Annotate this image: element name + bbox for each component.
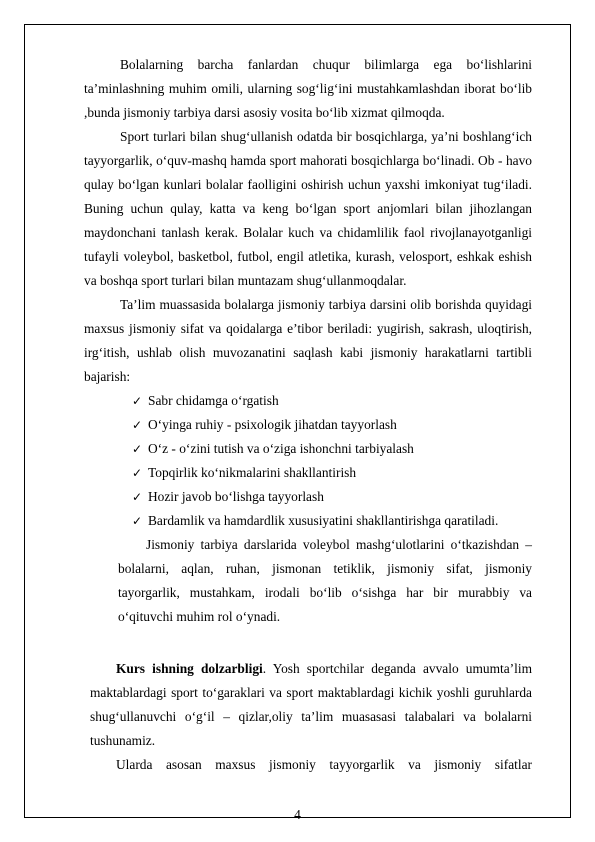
- document-body-lower: [90, 657, 532, 777]
- indented-block: [118, 533, 532, 629]
- list-item: ✓ Sabr chidamga o‘rgatish: [132, 389, 532, 413]
- paragraph-3: Ta’lim muassasida bolalarga jismoniy tarbiya darsini olib borishda quyidagi maxsus jismoniy sifat va qoidalarga e’tibor beriladi: yugirish, sakrash, uloqtirish, irg‘itish, ushlab olish muvozanatini saqlash kabi jismoniy harakatlarni tartibli bajarish:: [84, 297, 532, 384]
- check-icon: ✓: [132, 394, 143, 408]
- paragraph-2: Sport turlari bilan shug‘ullanish odatda bir bosqichlarga, ya’ni boshlang‘ich tayyorgarlik, o‘quv-mashq hamda sport mahorati bosqichlarga bo‘linadi. Ob - havo qulay bo‘lgan kunlari bolalar faolligini oshirish uchun yaxshi imkoniyat tug‘iladi. Buning uchun qulay, katta va keng bo‘lgan sport anjomlari bilan jihozlangan maydonchani tanlash kerak. Bolalar kuch va chidamlilik faol rivojlanayotganligi tufayli voleybol, basketbol, futbol, engil atletika, kurash, velosport, eshkak eshish va boshqa sport turlari bilan muntazam shug‘ullanmoqdalar.: [84, 129, 532, 288]
- document-body: [84, 53, 532, 629]
- paragraph-6: Ularda asosan maxsus jismoniy tayyorgarlik va jismoniy sifatlar: [116, 757, 532, 772]
- list-item: ✓ Topqirlik ko‘nikmalarini shakllantirish: [132, 461, 532, 485]
- check-icon: ✓: [132, 442, 143, 456]
- list-item: ✓ Bardamlik va hamdardlik xususiyatini shakllantirishga qaratiladi.: [132, 509, 532, 533]
- check-icon: ✓: [132, 490, 143, 504]
- page-number: 4: [294, 807, 301, 822]
- list-item: ✓ O‘yinga ruhiy - psixologik jihatdan tayyorlash: [132, 413, 532, 437]
- check-icon: ✓: [132, 514, 143, 528]
- paragraph-4: Jismoniy tarbiya darslarida voleybol mashg‘ulotlarini o‘tkazishdan – bolalarni, aqlan, ruhan, jismonan tetiklik, jismoniy sifat, jismoniy tayorgarlik, mustahkam, irodali bo‘lib o‘sishga har bir murabbiy va o‘qituvchi muhim rol o‘ynadi.: [118, 537, 532, 624]
- requirements-list: [84, 389, 532, 533]
- list-item: ✓ O‘z - o‘zini tutish va o‘ziga ishonchni tarbiyalash: [132, 437, 532, 461]
- paragraph-5: Kurs ishning dolzarbligi. Yosh sportchilar deganda avvalo umumta’lim maktablardagi sport to‘garaklari va sport maktablardagi kichik yoshli guruhlarda shug‘ullanuvchi o‘g‘il – qizlar,oliy ta’lim muasasasi talabalari va bolalarni tushunamiz.: [90, 661, 533, 748]
- list-item: ✓ Hozir javob bo‘lishga tayyorlash: [132, 485, 532, 509]
- check-icon: ✓: [132, 466, 143, 480]
- section-heading: Kurs ishning dolzarbligi: [116, 661, 263, 676]
- paragraph-1: Bolalarning barcha fanlardan chuqur bilimlarga ega bo‘lishlarini ta’minlashning muhim omili, ularning sog‘lig‘ini mustahkamlashdan iborat bo‘lib ,bunda jismoniy tarbiya darsi asosiy vosita bo‘lib xizmat qilmoqda.: [84, 57, 532, 120]
- check-icon: ✓: [132, 418, 143, 432]
